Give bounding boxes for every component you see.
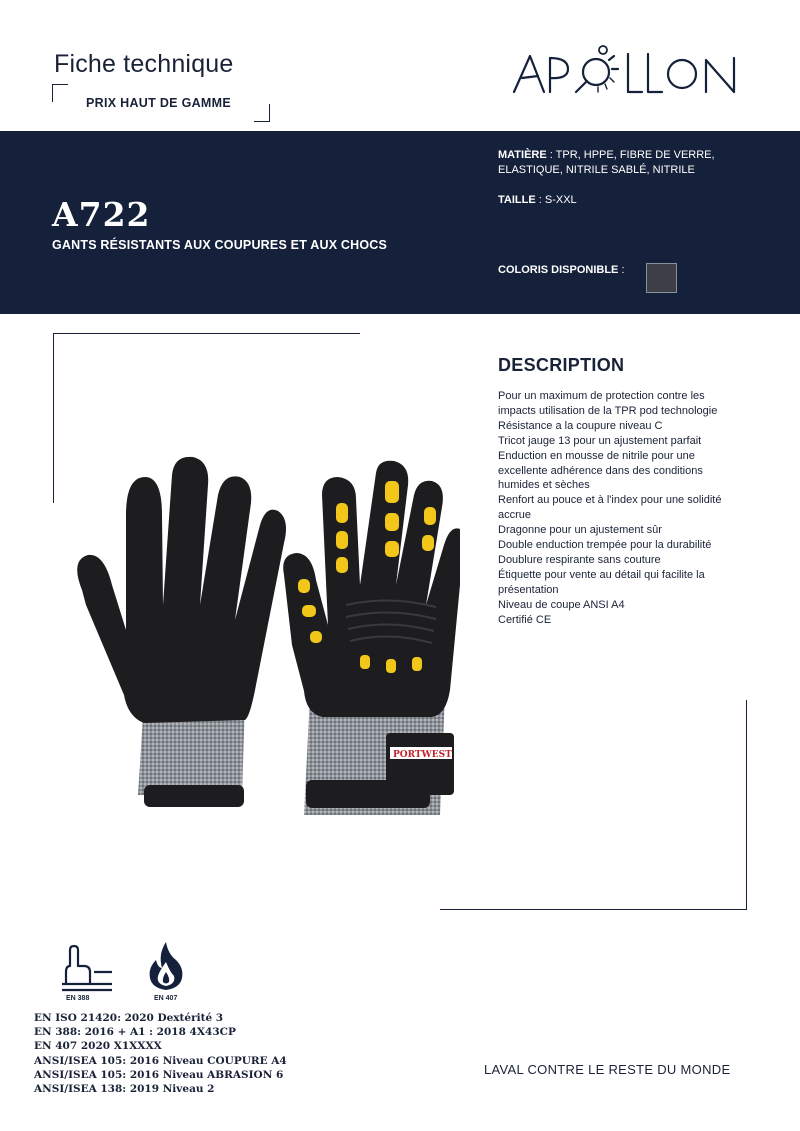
description-item: Résistance a la coupure niveau C	[498, 419, 663, 432]
size-spec	[498, 193, 748, 208]
description-item: Tricot jauge 13 pour un ajustement parfait	[498, 434, 702, 447]
material-value: : TPR, HPPE, FIBRE DE VERRE, ELASTIQUE, NITRILE SABLÉ, NITRILE	[498, 149, 715, 176]
product-name: GANTS RÉSISTANTS AUX COUPURES ET AUX CHOCS	[52, 238, 388, 252]
size-value: : S-XXL	[535, 194, 577, 206]
description-item: Pour un maximum de protection contre les impacts utilisation de la TPR pod technologie	[498, 390, 718, 417]
glove-product-image	[60, 455, 460, 825]
material-label: MATIÈRE	[498, 149, 547, 161]
frame-line-bottom	[440, 909, 747, 910]
description-item: Double enduction trempée pour la durabilité	[498, 539, 712, 552]
description-item: Dragonne pour un ajustement sûr	[498, 524, 662, 537]
norm-line: EN 388: 2016 + A1 : 2018 4X43CP	[34, 1026, 236, 1039]
right-glove	[283, 461, 460, 815]
apollon-logo	[510, 42, 750, 102]
product-range-label: PRIX HAUT DE GAMME	[86, 96, 231, 110]
description-title: DESCRIPTION	[498, 355, 625, 375]
description-item: Doublure respirante sans couture	[498, 553, 661, 566]
en407-label: EN 407	[154, 995, 178, 1002]
corner-bracket-bottom-right	[254, 104, 270, 122]
glove-brand-label: PORTWEST	[393, 750, 452, 760]
logo-text: APOLLON	[510, 42, 515, 43]
en407-flame-icon	[146, 940, 186, 992]
norm-line: EN ISO 21420: 2020 Dextérité 3	[34, 1012, 224, 1024]
corner-bracket-top-left	[52, 84, 68, 102]
description-item: Étiquette pour vente au détail qui facilite la présentation	[498, 568, 705, 596]
colors-value: :	[618, 264, 625, 276]
norm-line: ANSI/ISEA 105: 2016 Niveau COUPURE A4	[34, 1054, 287, 1067]
size-label: TAILLE	[498, 194, 536, 206]
colors-label: COLORIS DISPONIBLE	[498, 264, 619, 276]
norms-list	[34, 1011, 287, 1096]
product-reference: A722	[52, 195, 151, 234]
norm-line: ANSI/ISEA 138: 2019 Niveau 2	[34, 1083, 215, 1096]
norm-line: ANSI/ISEA 105: 2016 Niveau ABRASION 6	[34, 1068, 284, 1081]
colors-spec	[498, 263, 638, 278]
description-item: Certifié CE	[498, 613, 552, 626]
description-list	[498, 389, 730, 628]
description-item: Enduction en mousse de nitrile pour une excellente adhérence dans des conditions humides et sèches	[498, 449, 703, 492]
description-item: Niveau de coupe ANSI A4	[498, 598, 625, 611]
frame-line-right	[746, 700, 747, 910]
norm-line: EN 407 2020 X1XXXX	[34, 1040, 162, 1053]
frame-line-left	[53, 333, 54, 503]
document-type-title: Fiche technique	[54, 50, 234, 78]
material-spec	[498, 148, 748, 178]
en388-mechanical-icon	[58, 944, 114, 992]
left-glove	[77, 457, 286, 807]
description-item: Renfort au pouce et à l'index pour une solidité accrue	[498, 494, 722, 522]
en388-label: EN 388	[66, 995, 90, 1002]
frame-line-top	[53, 333, 360, 334]
footer-slogan: LAVAL CONTRE LE RESTE DU MONDE	[484, 1062, 731, 1077]
color-swatch	[646, 263, 677, 293]
